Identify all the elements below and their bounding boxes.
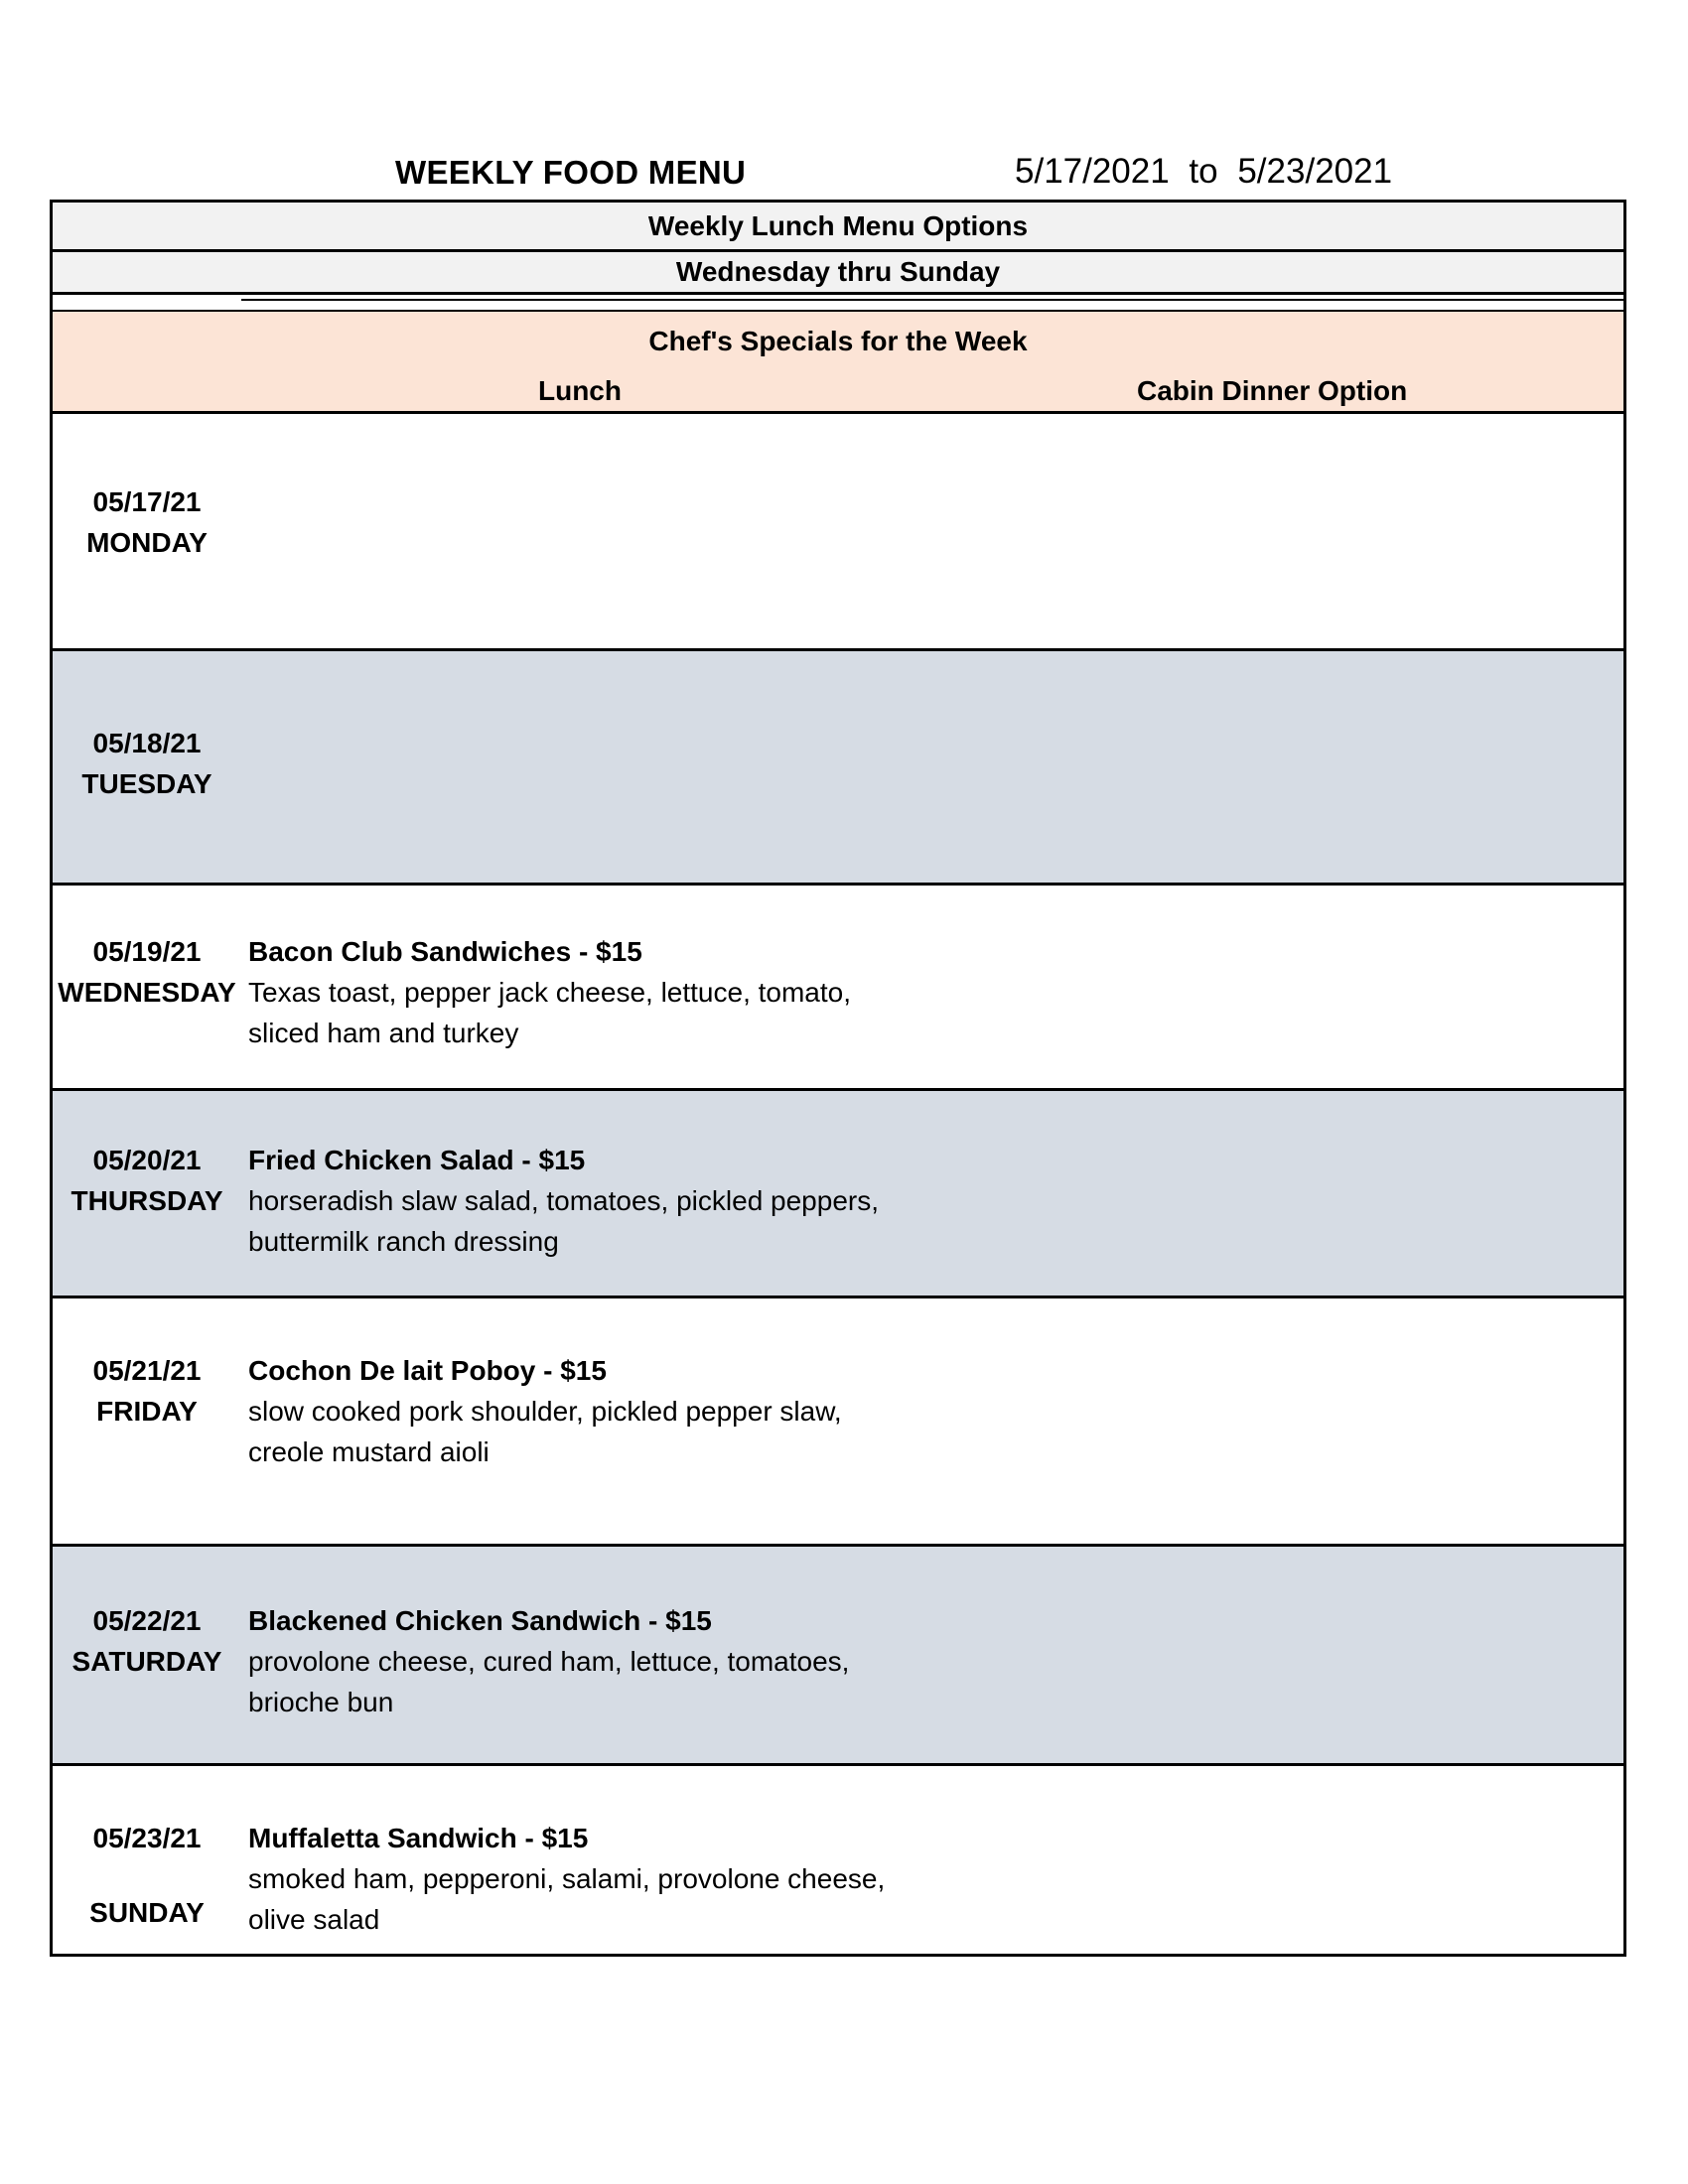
- lunch-special: [248, 931, 943, 1053]
- day-label: [53, 1350, 241, 1432]
- day-row-wednesday: [53, 886, 1623, 1091]
- day-label: [53, 1818, 241, 1858]
- days-heading: Wednesday thru Sunday: [53, 252, 1623, 295]
- day-row-monday: [53, 414, 1623, 651]
- day-row-saturday: [53, 1547, 1623, 1766]
- day-date: 05/17/21: [92, 486, 202, 517]
- dish-name: Cochon De lait Poboy - $15: [248, 1355, 607, 1386]
- day-date: 05/20/21: [92, 1145, 202, 1175]
- day-date: 05/21/21: [92, 1355, 202, 1386]
- lunch-special: [248, 1600, 943, 1722]
- dish-name: Muffaletta Sandwich - $15: [248, 1823, 589, 1853]
- menu-table: [50, 200, 1626, 1957]
- dish-description: sliced ham and turkey: [248, 1018, 519, 1048]
- day-name: TUESDAY: [81, 768, 212, 799]
- divider: [241, 299, 1623, 301]
- day-row-thursday: [53, 1091, 1623, 1298]
- day-date: 05/22/21: [92, 1605, 202, 1636]
- day-name: MONDAY: [86, 527, 208, 558]
- dish-name: Blackened Chicken Sandwich - $15: [248, 1605, 712, 1636]
- column-header-dinner: Cabin Dinner Option: [1137, 375, 1408, 406]
- lunch-special: [248, 1350, 943, 1472]
- day-name: THURSDAY: [70, 1185, 223, 1216]
- day-row-sunday: [53, 1766, 1623, 1954]
- dish-name: Fried Chicken Salad - $15: [248, 1145, 586, 1175]
- specials-header: [53, 312, 1623, 414]
- day-label: [53, 1600, 241, 1682]
- day-label: [53, 481, 241, 563]
- day-row-friday: [53, 1298, 1623, 1547]
- dish-name: Bacon Club Sandwiches - $15: [248, 936, 642, 967]
- day-date: 05/19/21: [92, 936, 202, 967]
- day-date: 05/18/21: [92, 728, 202, 758]
- day-label: [53, 1140, 241, 1221]
- dish-description: slow cooked pork shoulder, pickled pepper slaw,: [248, 1396, 842, 1427]
- page-title: WEEKLY FOOD MENU: [395, 154, 747, 191]
- day-row-tuesday: [53, 651, 1623, 886]
- day-name: WEDNESDAY: [58, 977, 236, 1008]
- dish-description: buttermilk ranch dressing: [248, 1226, 559, 1257]
- lunch-special: [248, 1818, 943, 1940]
- dish-description: creole mustard aioli: [248, 1436, 490, 1467]
- specials-title: Chef's Specials for the Week: [648, 326, 1028, 356]
- day-name: SUNDAY: [89, 1897, 205, 1928]
- day-date: 05/23/21: [92, 1823, 202, 1853]
- dish-description: provolone cheese, cured ham, lettuce, tomatoes,: [248, 1646, 850, 1677]
- day-label: [53, 723, 241, 804]
- lunch-options-heading: Weekly Lunch Menu Options: [53, 203, 1623, 252]
- dish-description: horseradish slaw salad, tomatoes, pickled peppers,: [248, 1185, 880, 1216]
- date-range: 5/17/2021 to 5/23/2021: [1015, 152, 1393, 191]
- day-name: SATURDAY: [71, 1646, 222, 1677]
- lunch-special: [248, 1140, 943, 1262]
- dish-description: brioche bun: [248, 1687, 394, 1717]
- dish-description: Texas toast, pepper jack cheese, lettuce, tomato,: [248, 977, 852, 1008]
- column-header-lunch: Lunch: [538, 375, 622, 406]
- dish-description: olive salad: [248, 1904, 380, 1935]
- day-name: FRIDAY: [96, 1396, 198, 1427]
- day-label: [53, 1892, 241, 1933]
- day-label: [53, 931, 241, 1013]
- dish-description: smoked ham, pepperoni, salami, provolone cheese,: [248, 1863, 886, 1894]
